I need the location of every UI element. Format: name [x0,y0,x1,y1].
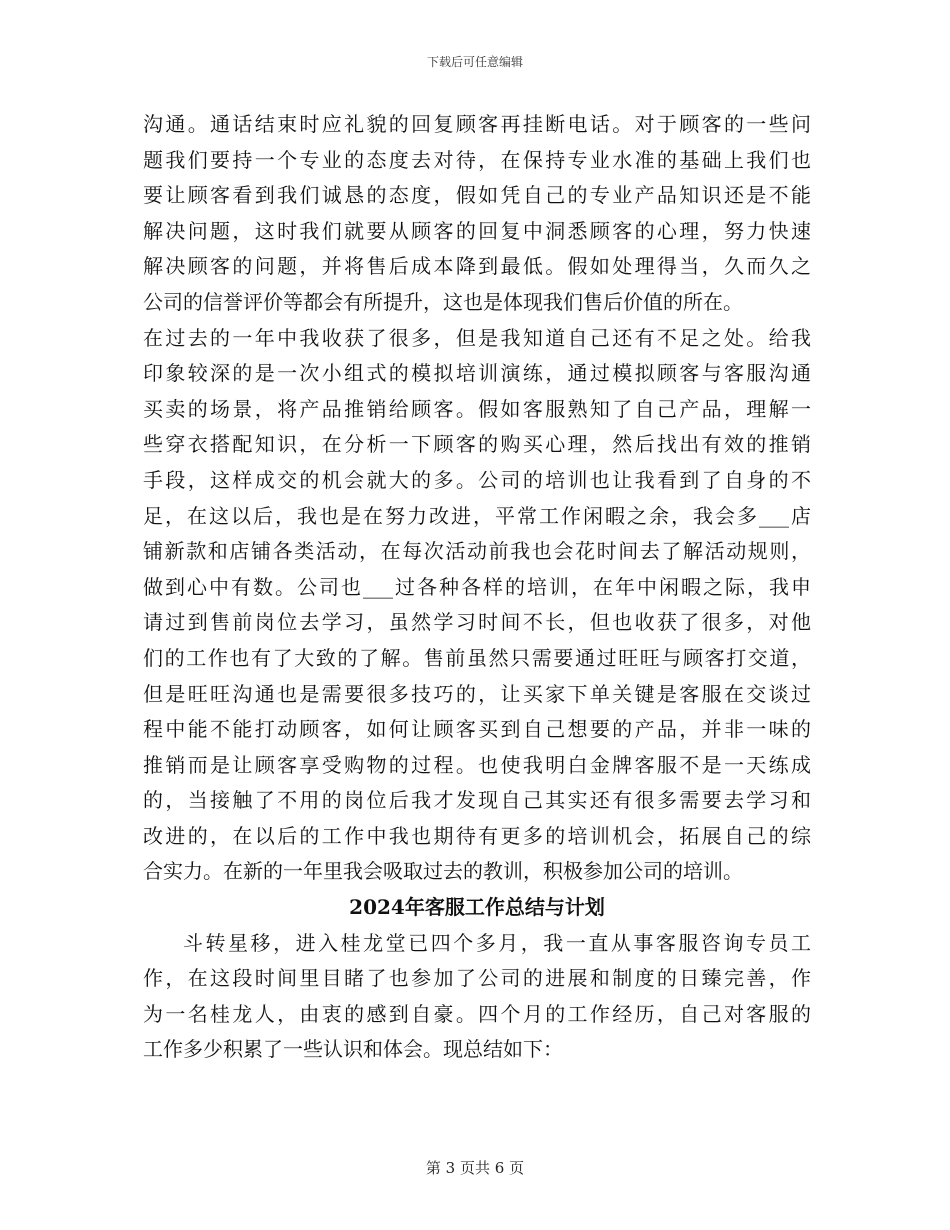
text-line: 足，在这以后，我也是在努力改进，平常工作闲暇之余，我会多___店 [143,503,811,528]
text-line: 要让顾客看到我们诚恳的态度，假如凭自己的专业产品知识还是不能 [143,183,811,208]
text-line: 在过去的一年中我收获了很多，但是我知道自己还有不足之处。给我 [143,325,811,350]
text-line: 题我们要持一个专业的态度去对待，在保持专业水准的基础上我们也 [143,147,811,172]
text-line: 做到心中有数。公司也___过各种各样的培训，在年中闲暇之际，我申 [143,574,811,599]
page-header: 下载后可任意编辑 [426,55,523,69]
text-line: 推销而是让顾客享受购物的过程。也使我明白金牌客服不是一天练成 [143,752,811,777]
text-line: 作，在这段时间里目睹了也参加了公司的进展和制度的日臻完善，作 [143,966,811,991]
text-line: 为一名桂龙人，由衷的感到自豪。四个月的工作经历，自己对客服的 [143,1001,811,1026]
text-line: 铺新款和店铺各类活动，在每次活动前我也会花时间去了解活动规则， [143,539,811,564]
text-line: 手段，这样成交的机会就大的多。公司的培训也让我看到了自身的不 [143,467,811,492]
text-line: 买卖的场景，将产品推销给顾客。假如客服熟知了自己产品，理解一 [143,396,811,421]
document-body [143,107,811,1068]
text-line: 改进的，在以后的工作中我也期待有更多的培训机会，拓展自己的综 [143,823,811,848]
text-line: 斗转星移，进入桂龙堂已四个多月，我一直从事客服咨询专员工 [183,930,811,955]
section-heading: 2024年客服工作总结与计划 [349,895,605,920]
text-line: 些穿衣搭配知识，在分析一下顾客的购买心理，然后找出有效的推销 [143,432,811,457]
text-line: 的，当接触了不用的岗位后我才发现自己其实还有很多需要去学习和 [143,788,811,813]
text-line: 但是旺旺沟通也是需要很多技巧的，让买家下单关键是客服在交谈过 [143,681,811,706]
text-line: 们的工作也有了大致的了解。售前虽然只需要通过旺旺与顾客打交道， [143,645,811,670]
page-footer: 第 3 页共 6 页 [425,1159,525,1177]
text-line: 程中能不能打动顾客，如何让顾客买到自己想要的产品，并非一味的 [143,717,811,742]
text-line: 工作多少积累了一些认识和体会。现总结如下： [143,1037,563,1062]
text-line: 印象较深的是一次小组式的模拟培训演练，通过模拟顾客与客服沟通 [143,361,811,386]
text-line: 请过到售前岗位去学习，虽然学习时间不长，但也收获了很多，对他 [143,610,811,635]
text-line: 解决问题，这时我们就要从顾客的回复中洞悉顾客的心理，努力快速 [143,218,811,243]
text-line: 解决顾客的问题，并将售后成本降到最低。假如处理得当，久而久之 [143,254,811,279]
text-line: 公司的信誉评价等都会有所提升，这也是体现我们售后价值的所在。 [143,289,743,314]
text-line: 沟通。通话结束时应礼貌的回复顾客再挂断电话。对于顾客的一些问 [143,112,811,136]
text-line: 合实力。在新的一年里我会吸取过去的教训，积极参加公司的培训。 [143,859,743,884]
